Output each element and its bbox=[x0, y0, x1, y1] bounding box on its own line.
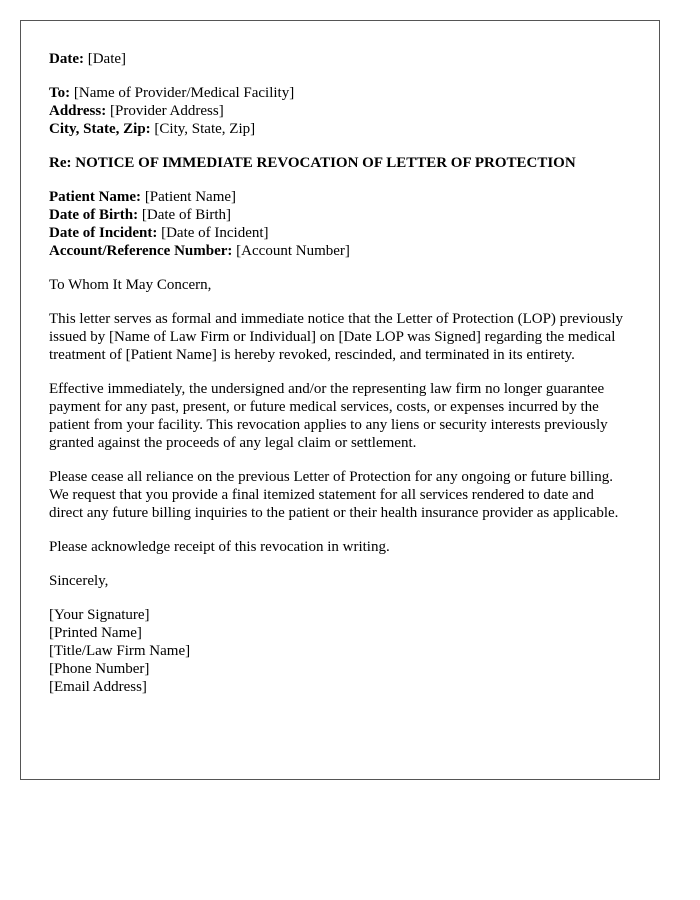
date-line bbox=[49, 50, 631, 68]
recipient-block bbox=[49, 84, 631, 138]
date-label: Date: bbox=[49, 51, 84, 67]
title-firm-line: [Title/Law Firm Name] bbox=[49, 643, 191, 659]
date-value: [Date] bbox=[87, 51, 127, 67]
letter-page bbox=[20, 20, 660, 780]
subject-line: Re: NOTICE OF IMMEDIATE REVOCATION OF LETTER OF PROTECTION bbox=[49, 155, 576, 171]
city-value: [City, State, Zip] bbox=[154, 121, 256, 137]
body-paragraph-4: Please acknowledge receipt of this revocation in writing. bbox=[49, 539, 390, 555]
account-line bbox=[49, 242, 631, 260]
incident-date-value: [Date of Incident] bbox=[161, 225, 269, 241]
patient-block bbox=[49, 188, 631, 260]
account-label: Account/Reference Number: bbox=[49, 243, 233, 259]
phone-line: [Phone Number] bbox=[49, 661, 150, 677]
salutation: To Whom It May Concern, bbox=[49, 277, 212, 293]
printed-name-line: [Printed Name] bbox=[49, 625, 142, 641]
patient-name-label: Patient Name: bbox=[49, 189, 142, 205]
to-label: To: bbox=[49, 85, 71, 101]
patient-name-line bbox=[49, 188, 631, 206]
body-paragraph-3: Please cease all reliance on the previous Letter of Protection for any ongoing or future billing. We request that you provide a final itemized statement for all services rendered to date and direct any future billing inquiries to the patient or their health insurance provider as applicable. bbox=[49, 469, 619, 521]
account-value: [Account Number] bbox=[236, 243, 350, 259]
address-value: [Provider Address] bbox=[109, 103, 224, 119]
incident-date-line bbox=[49, 224, 631, 242]
to-value: [Name of Provider/Medical Facility] bbox=[73, 85, 295, 101]
patient-name-value: [Patient Name] bbox=[144, 189, 237, 205]
body-paragraph-1: This letter serves as formal and immediate notice that the Letter of Protection (LOP) previously issued by [Name of Law Firm or Individual] on [Date LOP was Signed] regarding the medical treatment of [Patient Name] is hereby revoked, rescinded, and terminated in its entirety. bbox=[49, 311, 623, 363]
to-line bbox=[49, 84, 631, 102]
dob-value: [Date of Birth] bbox=[141, 207, 232, 223]
email-line: [Email Address] bbox=[49, 679, 147, 695]
city-line bbox=[49, 120, 631, 138]
city-label: City, State, Zip: bbox=[49, 121, 151, 137]
date-block bbox=[49, 50, 631, 68]
closing: Sincerely, bbox=[49, 573, 109, 589]
signature-block bbox=[49, 606, 631, 696]
address-line bbox=[49, 102, 631, 120]
dob-line bbox=[49, 206, 631, 224]
address-label: Address: bbox=[49, 103, 107, 119]
signature-line: [Your Signature] bbox=[49, 607, 150, 623]
incident-date-label: Date of Incident: bbox=[49, 225, 158, 241]
dob-label: Date of Birth: bbox=[49, 207, 139, 223]
body-paragraph-2: Effective immediately, the undersigned and/or the representing law firm no longer guarantee payment for any past, present, or future medical services, costs, or expenses incurred by the patient from your facility. This revocation applies to any liens or security interests previously granted against the proceeds of any legal claim or settlement. bbox=[49, 381, 608, 451]
